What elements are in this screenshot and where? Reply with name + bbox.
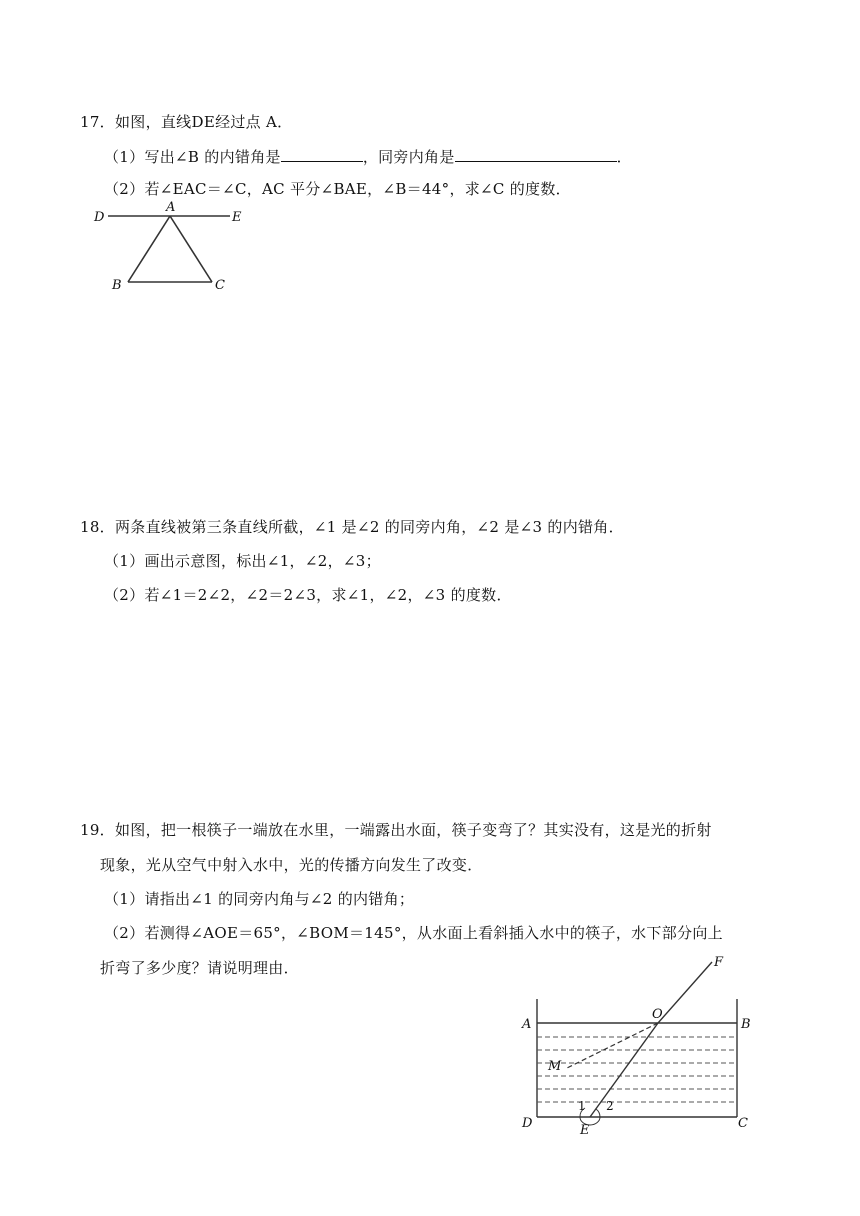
- side-ac: [170, 216, 212, 282]
- q17-part1: [104, 145, 632, 167]
- chopstick-oe: [590, 1023, 658, 1117]
- q17-answer-blank-1[interactable]: [281, 145, 363, 162]
- q19-stem-line1: 19．如图，把一根筷子一端放在水里，一端露出水面，筷子变弯了？其实没有，这是光的折射: [80, 821, 712, 839]
- label-e: E: [580, 1123, 590, 1138]
- q17-part2: （2）若∠EAC＝∠C，AC 平分∠BAE，∠B＝44°，求∠C 的度数．: [104, 180, 571, 198]
- q19-part1: （1）请指出∠1 的同旁内角与∠2 的内错角；: [104, 890, 415, 908]
- label-f: F: [714, 955, 724, 970]
- q17-triangle-figure: [86, 196, 256, 298]
- chopstick-fo: [658, 962, 712, 1023]
- q19-stem-line2: 现象，光从空气中射入水中，光的传播方向发生了改变．: [100, 856, 483, 874]
- label-d: D: [94, 210, 105, 225]
- label-c: C: [738, 1116, 748, 1131]
- label-a: A: [522, 1017, 532, 1032]
- q17-part1-text-b: ，同旁内角是: [362, 148, 455, 166]
- q18-part1: （1）画出示意图，标出∠1，∠2，∠3；: [104, 552, 381, 570]
- label-a: A: [166, 200, 176, 215]
- water-dashes: [537, 1037, 737, 1102]
- q17-stem: 17．如图，直线DE经过点 A．: [80, 113, 293, 131]
- q18-stem: 18．两条直线被第三条直线所截，∠1 是∠2 的同旁内角，∠2 是∠3 的内错角．: [80, 518, 624, 536]
- label-d: D: [522, 1116, 533, 1131]
- label-b: B: [741, 1017, 751, 1032]
- label-angle-2: 2: [606, 1099, 614, 1113]
- dashed-om: [567, 1023, 658, 1068]
- label-b: B: [112, 278, 122, 293]
- side-ab: [128, 216, 170, 282]
- q17-answer-blank-2[interactable]: [455, 145, 617, 162]
- q17-part1-text-a: （1）写出∠B 的内错角是: [104, 148, 281, 166]
- q18-part2: （2）若∠1＝2∠2，∠2＝2∠3，求∠1，∠2，∠3 的度数．: [104, 586, 512, 604]
- label-c: C: [215, 278, 225, 293]
- q19-part2-line1: （2）若测得∠AOE＝65°，∠BOM＝145°，从水面上看斜插入水中的筷子，水下部分向上: [104, 924, 723, 942]
- q19-part2-line2: 折弯了多少度？请说明理由．: [100, 959, 299, 977]
- label-m: M: [548, 1059, 562, 1074]
- label-o: O: [652, 1007, 663, 1022]
- label-angle-1: 1: [578, 1099, 586, 1113]
- q19-water-tank-figure: [510, 954, 770, 1140]
- angle-2-arc: [596, 1109, 600, 1117]
- q17-part1-text-c: ．: [616, 148, 632, 166]
- label-e: E: [232, 210, 242, 225]
